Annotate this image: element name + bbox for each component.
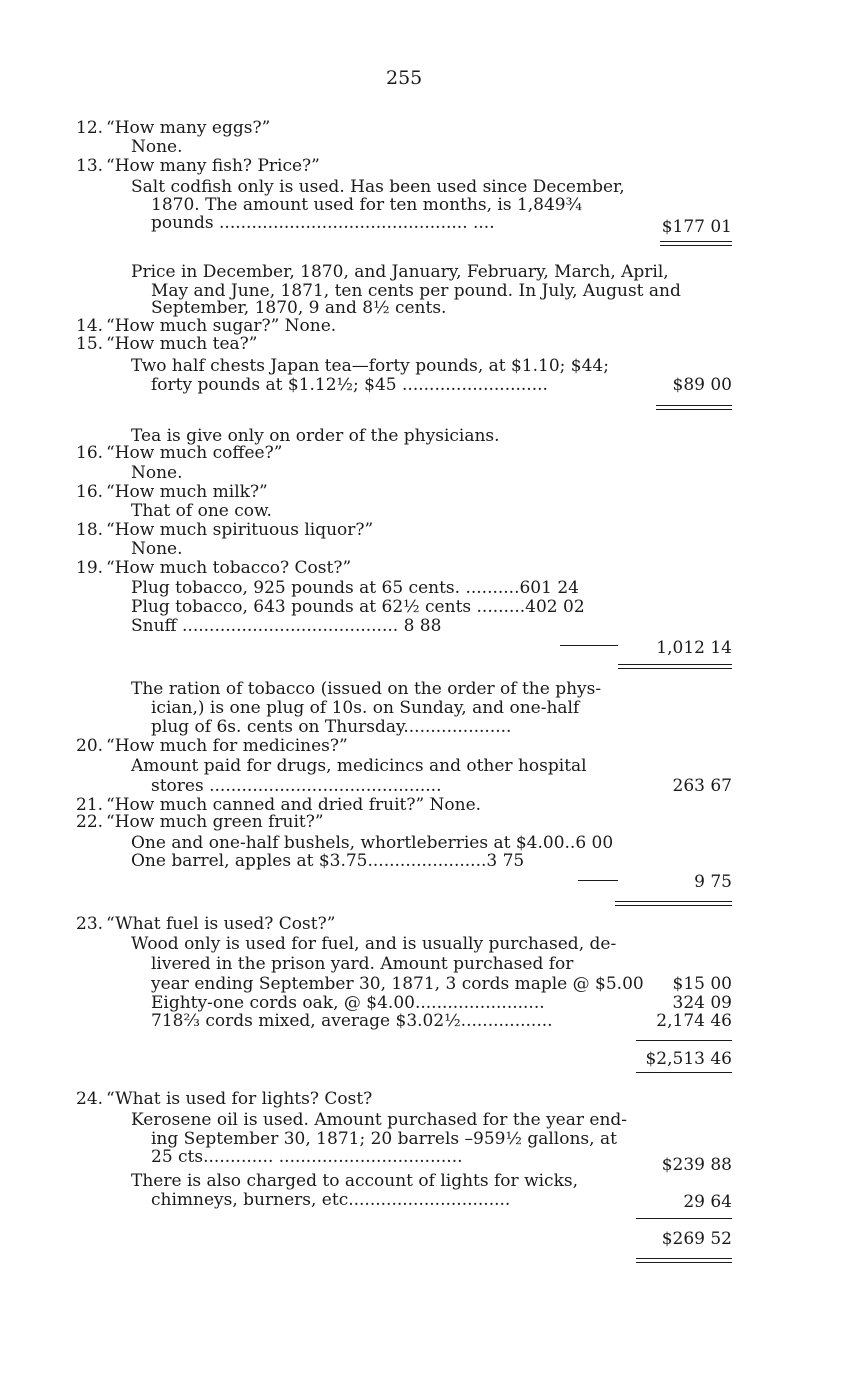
amount: 29 64 [683,1192,732,1212]
answer-line: Eighty-one cords oak, @ $4.00........................ [151,993,545,1013]
answer-line: Two half chests Japan tea—forty pounds, at $1.10; $44; [131,356,609,376]
question-text: “How much spirituous liquor?” [106,520,374,540]
answer-text: None. [131,463,183,483]
double-rule [656,405,732,410]
total-amount: $2,513 46 [645,1049,732,1069]
subtotal-rule [636,1040,732,1041]
question-number: 12. [76,118,104,138]
question-number: 22. [76,812,104,832]
answer-line: ing September 30, 1871; 20 barrels –959½ gallons, at [151,1129,617,1149]
ledger-line: Plug tobacco, 643 pounds at 62½ cents .........402 02 [131,597,585,617]
double-rule [615,901,732,906]
answer-line: year ending September 30, 1871, 3 cords maple @ $5.00 [151,974,644,994]
question-number: 16. [76,443,104,463]
amount: 263 67 [672,776,732,796]
ledger-line: Plug tobacco, 925 pounds at 65 cents. ..........601 24 [131,578,579,598]
answer-line: forty pounds at $1.12½; $45 ........................... [151,375,548,395]
question-text: “How much tea?” [106,334,258,354]
answer-line: livered in the prison yard. Amount purchased for [151,954,574,974]
ledger-line: One and one-half bushels, whortleberries at $4.00..6 00 [131,833,614,853]
ledger-line: One barrel, apples at $3.75......................3 75 [131,851,525,871]
question-text: “What is used for lights? Cost? [106,1089,373,1109]
question-text: “How much for medicines?” [106,736,348,756]
answer-line: chimneys, burners, etc.............................. [151,1190,511,1210]
double-rule [636,1258,732,1263]
question-text: “How many fish? Price?” [106,156,320,176]
note-text: Tea is give only on order of the physicians. [131,426,500,446]
question-text: “What fuel is used? Cost?” [106,914,336,934]
question-number: 13. [76,156,104,176]
answer-line: pounds .............................................. .... [151,213,495,233]
total-amount: 1,012 14 [656,638,732,658]
answer-text: None. [131,137,183,157]
question-text: “How much canned and dried fruit?” None. [106,795,482,815]
question-text: “How many eggs?” [106,118,271,138]
amount: 2,174 46 [656,1011,732,1031]
total-rule [636,1072,732,1073]
amount: $239 88 [661,1155,732,1175]
question-text: “How much milk?” [106,482,268,502]
question-text: “How much coffee?” [106,443,283,463]
subtotal-rule [636,1218,732,1219]
paragraph-line: The ration of tobacco (issued on the order of the phys- [131,679,602,699]
answer-line: Wood only is used for fuel, and is usually purchased, de- [131,934,617,954]
question-number: 16. [76,482,104,502]
answer-text: None. [131,539,183,559]
paragraph-line: Price in December, 1870, and January, February, March, April, [131,262,669,282]
amount: $177 01 [661,217,732,237]
subtotal-rule [578,880,618,881]
paragraph-line: May and June, 1871, ten cents per pound. In July, August and [151,281,681,301]
page-number: 255 [386,67,423,89]
answer-line: 25 cts............. .................................. [151,1147,463,1167]
answer-line: Kerosene oil is used. Amount purchased for the year end- [131,1110,628,1130]
answer-line: Amount paid for drugs, medicincs and other hospital [131,756,587,776]
question-text: “How much green fruit?” [106,812,324,832]
paragraph-line: September, 1870, 9 and 8½ cents. [151,298,447,318]
question-number: 19. [76,558,104,578]
question-number: 23. [76,914,104,934]
question-text: “How much sugar?” None. [106,316,337,336]
total-amount: $269 52 [661,1229,732,1249]
paragraph-line: ician,) is one plug of 10s. on Sunday, and one-half [151,698,580,718]
answer-line: 1870. The amount used for ten months, is 1,849¾ [151,195,583,215]
question-number: 14. [76,316,104,336]
double-rule [660,241,732,246]
question-number: 18. [76,520,104,540]
subtotal-rule [560,645,618,646]
question-number: 21. [76,795,104,815]
answer-line: There is also charged to account of lights for wicks, [131,1171,579,1191]
double-rule [618,664,732,669]
answer-line: stores ........................................... [151,776,442,796]
answer-text: That of one cow. [131,501,272,521]
answer-line: Salt codfish only is used. Has been used since December, [131,177,625,197]
total-amount: 9 75 [694,872,732,892]
answer-line: 718⅔ cords mixed, average $3.02½................. [151,1011,553,1031]
amount: $89 00 [672,375,732,395]
question-number: 20. [76,736,104,756]
ledger-line: Snuff ........................................ 8 88 [131,616,442,636]
paragraph-line: plug of 6s. cents on Thursday.................... [151,717,512,737]
question-text: “How much tobacco? Cost?” [106,558,352,578]
question-number: 15. [76,334,104,354]
question-number: 24. [76,1089,104,1109]
amount: 324 09 [672,993,732,1013]
amount: $15 00 [672,974,732,994]
